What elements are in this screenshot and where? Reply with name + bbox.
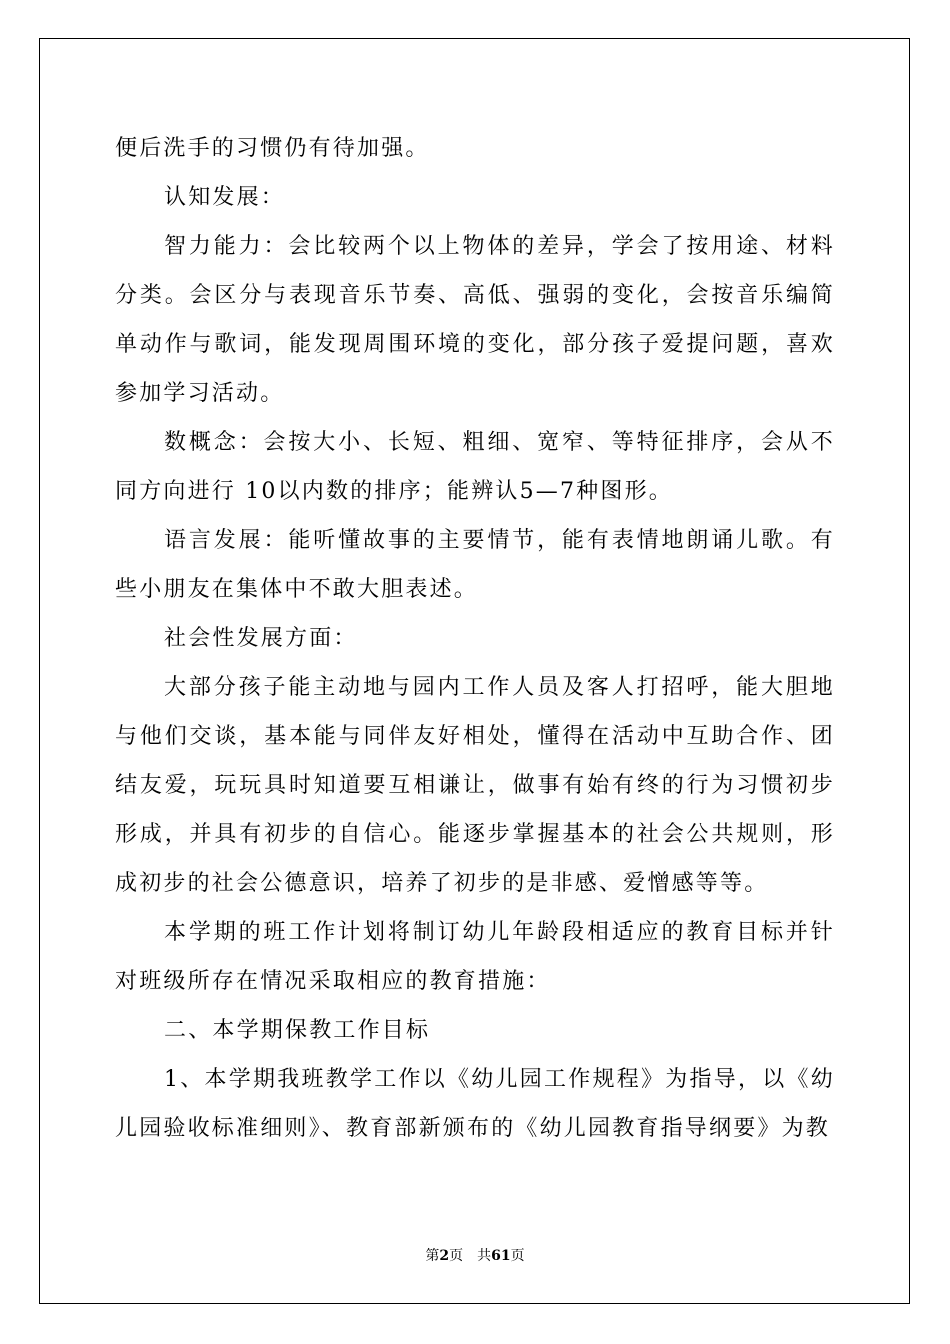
- document-body: [115, 124, 835, 1153]
- paragraph: 语言发展：能听懂故事的主要情节，能有表情地朗诵儿歌。有些小朋友在集体中不敢大胆表述。: [115, 528, 835, 602]
- paragraph: 数概念：会按大小、长短、粗细、宽窄、等特征排序，会从不同方向进行 10以内数的排序；能辨认5—7种图形。: [115, 430, 835, 504]
- total-prefix: 共: [477, 1248, 492, 1264]
- paragraph: 1、本学期我班教学工作以《幼儿园工作规程》为指导，以《幼儿园验收标准细则》、教育部新颁布的《幼儿园教育指导纲要》为教: [115, 1067, 835, 1141]
- section-heading: 认知发展：: [164, 185, 286, 210]
- paragraph: 智力能力：会比较两个以上物体的差异，学会了按用途、材料分类。会区分与表现音乐节奏、高低、强弱的变化，会按音乐编简单动作与歌词，能发现周围环境的变化，部分孩子爱提问题，喜欢参加学习活动。: [115, 234, 835, 406]
- paragraph: 便后洗手的习惯仍有待加强。: [115, 136, 430, 161]
- page-footer: [0, 1246, 950, 1266]
- paragraph: 大部分孩子能主动地与园内工作人员及客人打招呼，能大胆地与他们交谈，基本能与同伴友好相处，懂得在活动中互助合作、团结友爱，玩玩具时知道要互相谦让，做事有始有终的行为习惯初步形成，并具有初步的自信心。能逐步掌握基本的社会公共规则，形成初步的社会公德意识，培养了初步的是非感、爱憎感等等。: [115, 675, 835, 896]
- section-heading: 二、本学期保教工作目标: [164, 1018, 431, 1043]
- page-prefix: 第: [425, 1248, 440, 1264]
- section-heading: 社会性发展方面：: [164, 626, 358, 651]
- paragraph: 本学期的班工作计划将制订幼儿年龄段相适应的教育目标并针对班级所存在情况采取相应的教育措施：: [115, 920, 835, 994]
- page-number: 2: [439, 1248, 450, 1264]
- total-suffix: 页: [510, 1248, 525, 1264]
- total-pages: 61: [491, 1248, 511, 1264]
- page-suffix: 页: [449, 1248, 464, 1264]
